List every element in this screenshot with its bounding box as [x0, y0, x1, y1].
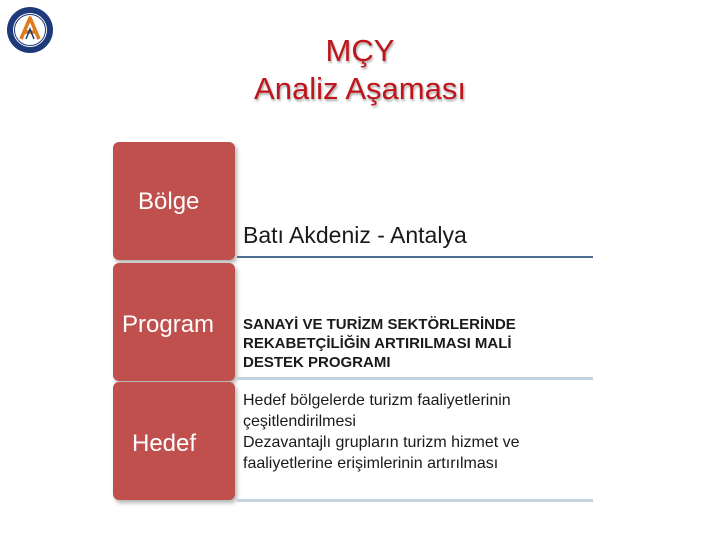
hedef-line-3: Dezavantajlı grupların turizm hizmet ve — [243, 434, 520, 451]
title-line-2: Analiz Aşaması — [254, 71, 466, 106]
bolge-label: Bölge — [138, 188, 200, 215]
hedef-box — [113, 382, 235, 500]
hedef-line-4: faaliyetlerine erişimlerinin artırılması — [243, 455, 499, 472]
program-label: Program — [122, 311, 215, 338]
bolge-box — [113, 142, 235, 260]
hedef-label: Hedef — [132, 430, 197, 457]
hedef-line-2: çeşitlendirilmesi — [243, 413, 356, 430]
divider-2 — [237, 377, 593, 380]
program-line-2: REKABETÇİLİĞİN ARTIRILMASI MALİ — [243, 335, 512, 352]
program-box — [113, 263, 235, 381]
program-content — [243, 315, 516, 372]
divider-1 — [237, 256, 593, 258]
divider-3 — [237, 499, 593, 502]
hedef-content — [243, 390, 520, 474]
program-line-3: DESTEK PROGRAMI — [243, 354, 391, 371]
hedef-line-1: Hedef bölgelerde turizm faaliyetlerinin — [243, 392, 511, 409]
title-line-1: MÇY — [325, 33, 395, 68]
program-line-1: SANAYİ VE TURİZM SEKTÖRLERİNDE — [243, 316, 516, 333]
page-title — [0, 32, 720, 108]
bolge-value: Batı Akdeniz - Antalya — [243, 222, 467, 248]
